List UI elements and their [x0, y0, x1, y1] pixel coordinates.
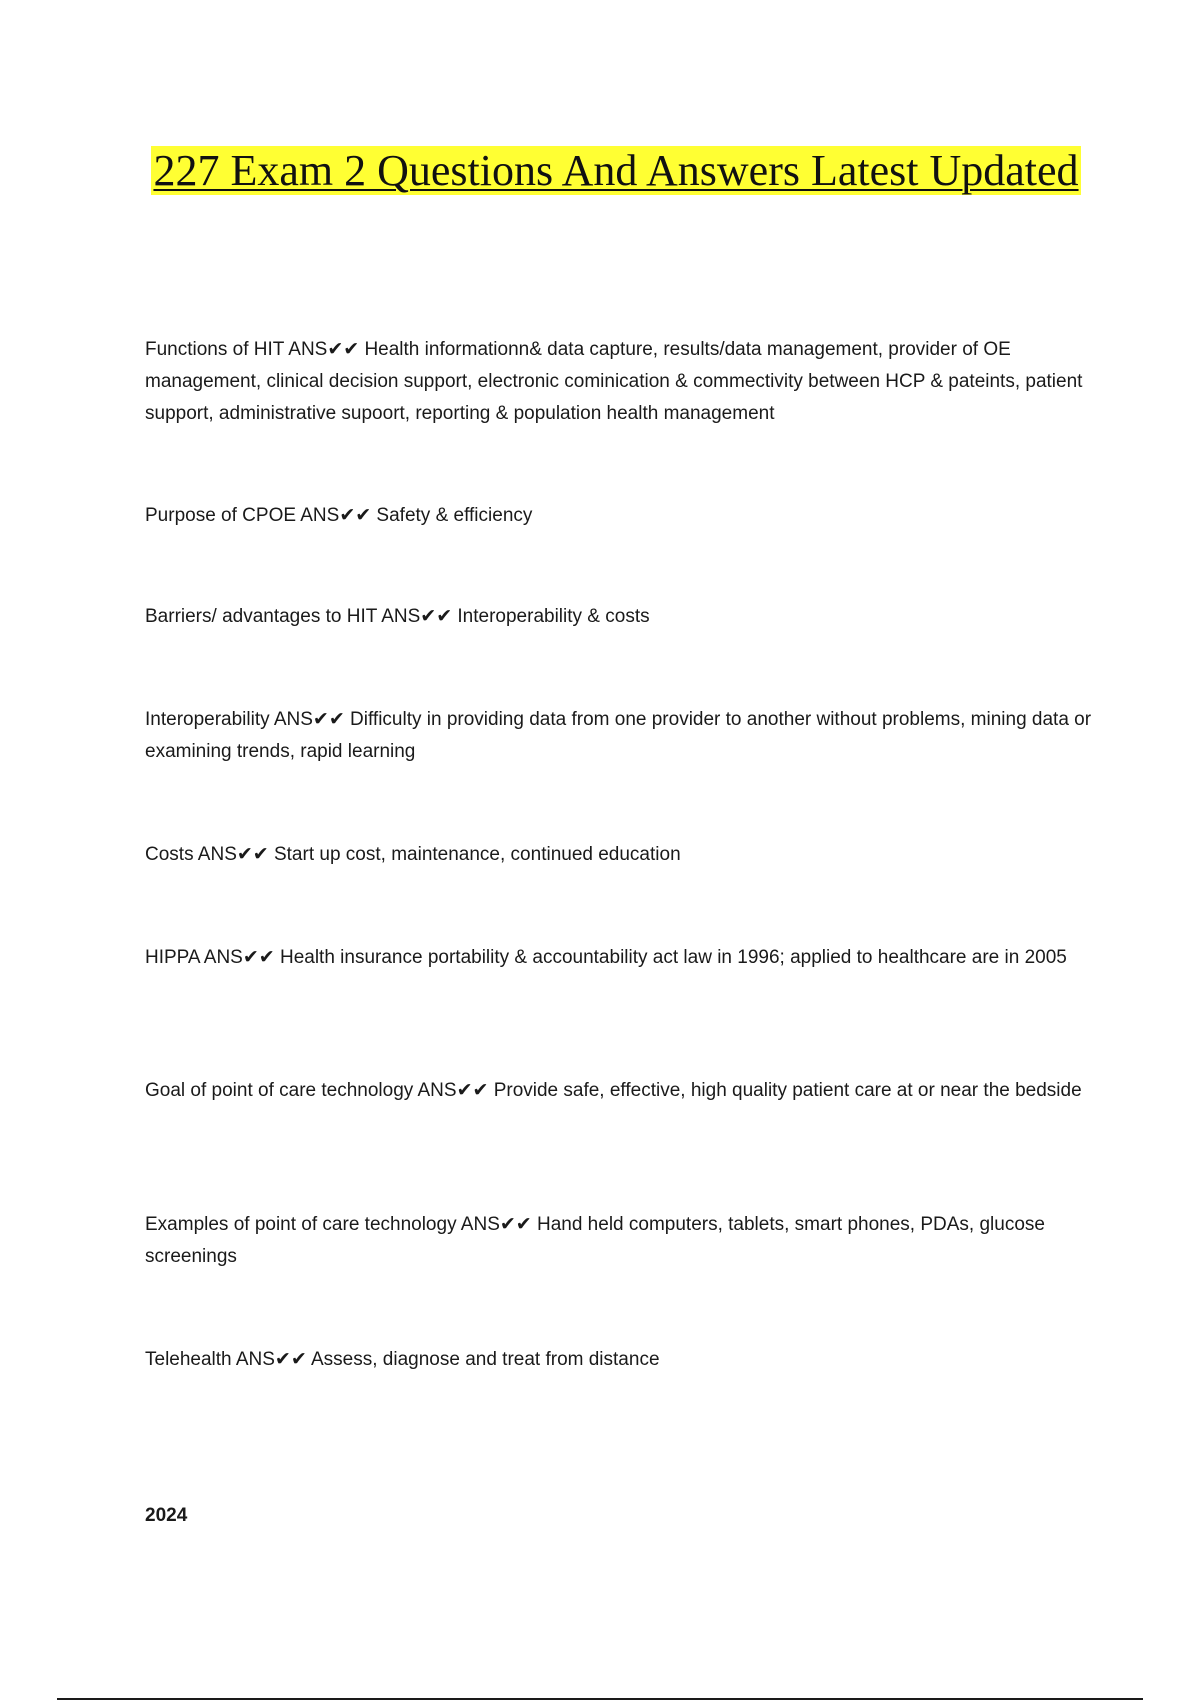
qa-item-telehealth: Telehealth ANS✔✔ Assess, diagnose and treat from distance: [145, 1349, 660, 1370]
document-title: [151, 146, 1080, 195]
footer-year: 2024: [145, 1505, 188, 1526]
qa-item-costs: Costs ANS✔✔ Start up cost, maintenance, continued education: [145, 844, 681, 865]
qa-item-poc-examples: Examples of point of care technology ANS✔✔ Hand held computers, tablets, smart phones, PDAs, glucose screenings: [145, 1214, 1045, 1267]
qa-item-interoperability: Interoperability ANS✔✔ Difficulty in providing data from one provider to another without problems, mining data or examining trends, rapid learning: [145, 709, 1092, 762]
qa-item-hit-functions: Functions of HIT ANS✔✔ Health informationn& data capture, results/data management, provider of OE management, clinical decision support, electronic cominication & commectivity between HCP & pateints, patient support, administrative supoort, reporting & population health management: [145, 339, 1083, 424]
title-block: [130, 142, 1102, 199]
title-highlight: 227 Exam 2 Questions And Answers Latest Updated: [153, 146, 1079, 195]
qa-item-cpoe-purpose: Purpose of CPOE ANS✔✔ Safety & efficiency: [145, 505, 533, 526]
qa-item-hippa: HIPPA ANS✔✔ Health insurance portability & accountability act law in 1996; applied to healthcare are in 2005: [145, 947, 1067, 968]
qa-item-hit-barriers: Barriers/ advantages to HIT ANS✔✔ Interoperability & costs: [145, 606, 650, 627]
qa-item-poc-goal: Goal of point of care technology ANS✔✔ Provide safe, effective, high quality patient care at or near the bedside: [145, 1080, 1082, 1101]
